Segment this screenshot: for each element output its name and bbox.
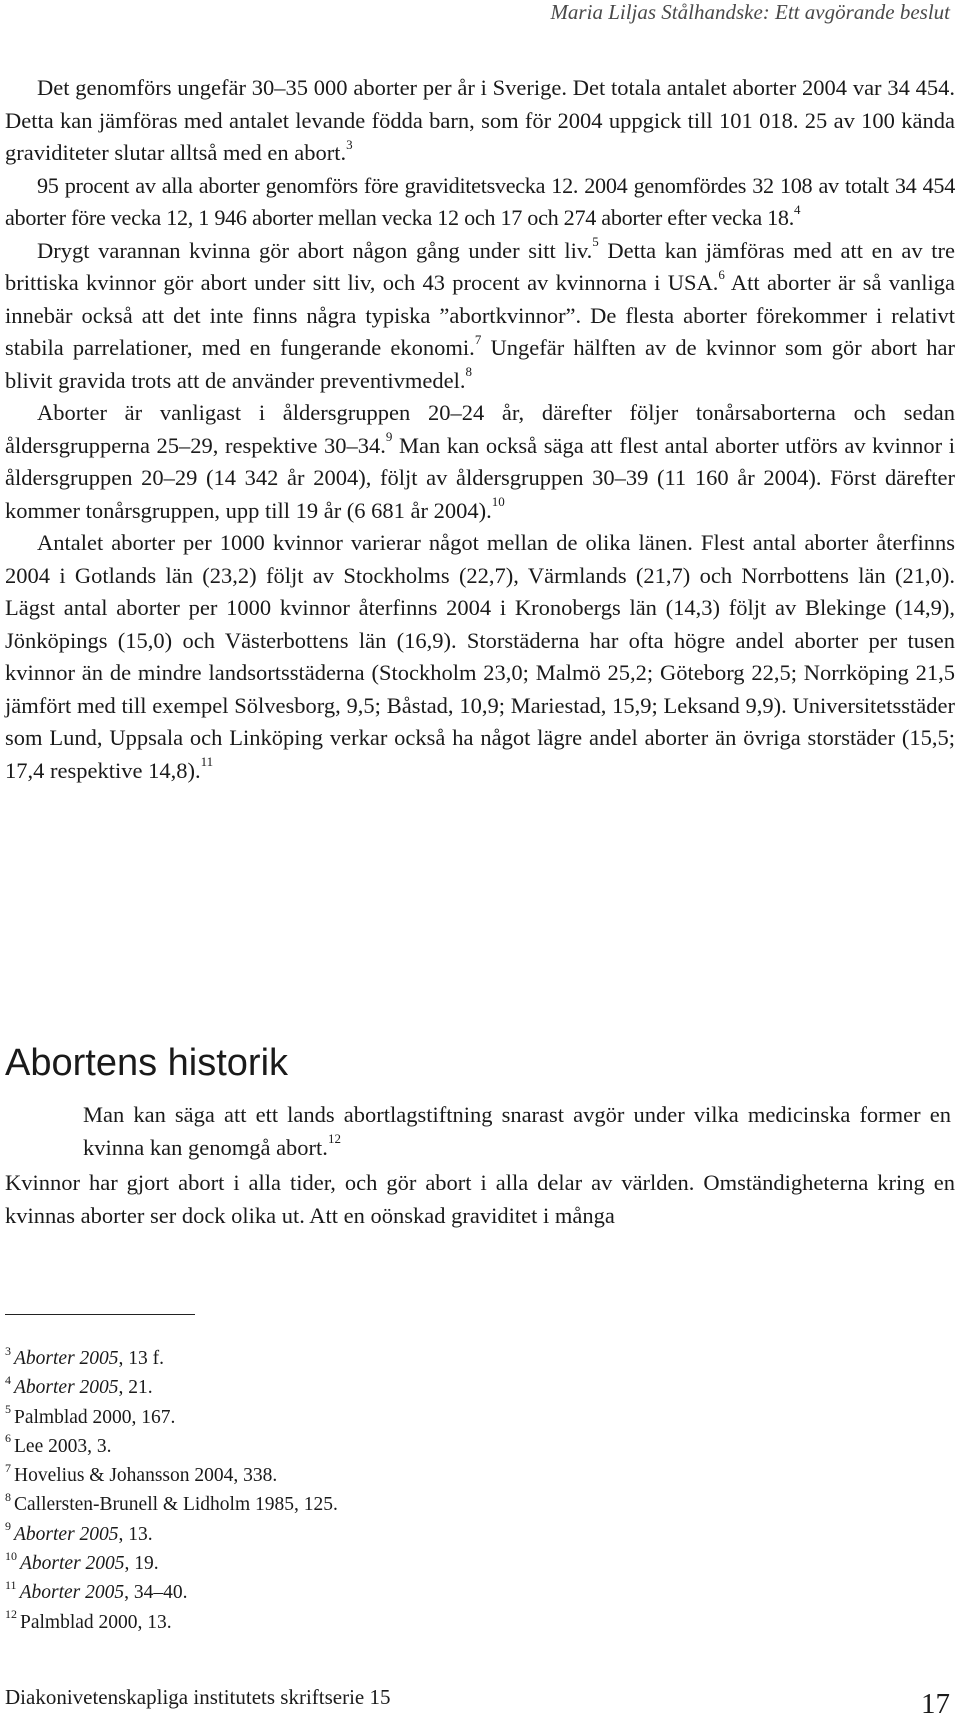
footnote-ref: 9 — [385, 429, 393, 444]
paragraph-regional: Antalet aborter per 1000 kvinnor varierar något mellan de olika länen. Flest antal aborter återfinns 2004 i Gotlands län (23,2) följt av Stockholms (22,7), Värmlands (21,7) och Norrbottens län (21,0). Lägst antal aborter per 1000 kvinnor återfinns 2004 i Kronobergs län (14,3) följt av Blekinge (14,9), Jönköpings (15,0) och Västerbottens län (16,9). Storstäderna har ofta högre andel aborter per tusen kvinnor än de mindre landsortsstäderna (Stockholm 23,0; Malmö 25,2; Göteborg 22,5; Norrköping 21,5 jämfört med till exempel Sölvesborg, 9,5; Båstad, 10,9; Mariestad, 15,9; Leksand 9,9). Universitetsstäder som Lund, Uppsala och Linköping verkar också ha något lägre andel aborter än övriga storstäder (15,5; 17,4 respektive 14,8).$^{11}$ — [5, 530, 955, 783]
block-quote: Man kan säga att ett lands abortlagstiftning snarast avgör under vilka medicinska former en kvinna kan genomgå abort.$^{12}$ — [83, 1102, 951, 1160]
footnote-ref: 8 — [465, 364, 472, 379]
series-title: Diakonivetenskapliga institutets skriftserie 15 — [5, 1685, 391, 1709]
footnote: $^8$ Callersten-Brunell & Lidholm 1985, 125. — [5, 1489, 338, 1516]
paragraph-gestation-week: 95 procent av alla aborter genomförs före graviditetsvecka 12. 2004 genomfördes 32 108 av totalt 34 454 aborter före vecka 12, 1 946 aborter mellan vecka 12 och 17 och 274 aborter efter vecka 18.$^4$ — [5, 172, 955, 230]
footnote-separator — [5, 1314, 195, 1315]
footnote: $^6$ Lee 2003, 3. — [5, 1431, 112, 1457]
footnote-ref: 7 — [474, 331, 482, 347]
paragraph-age-groups: Aborter är vanligast i åldersgruppen 20–24 år, därefter följer tonårsaborterna och sedan åldersgrupperna 25–29, respektive 30–34.$^9$ Man kan också säga att flest antal aborter utförs av kvinnor i åldersgruppen 20–29 (14 342 år 2004), följt av åldersgruppen 30–39 (11 160 år 2004). Först därefter kommer tonårsgruppen, upp till 19 år (6 681 år 2004).$^{10}$ — [5, 400, 955, 523]
statistics-section — [5, 72, 955, 787]
footnote: $^{10}$ Aborter 2005, 19. — [5, 1548, 159, 1575]
footnote-ref: 3 — [346, 136, 353, 152]
footnotes-list — [5, 1344, 338, 1637]
running-header: Maria Liljas Stålhandske: Ett avgörande beslut — [550, 0, 950, 24]
footnote: $^7$ Hovelius & Johansson 2004, 338. — [5, 1460, 278, 1487]
footnote: $^{12}$ Palmblad 2000, 13. — [5, 1607, 172, 1633]
paragraph-prevalence: Drygt varannan kvinna gör abort någon gång under sitt liv.$^5$ Detta kan jämföras med att en av tre brittiska kvinnor gör abort under sitt liv, och 43 procent av kvinnorna i USA.$^6$ Att aborter är så vanliga innebär också att det inte finns några typiska ”abortkvinnor”. De flesta aborter förekommer i relativt stabila parrelationer, med en fungerande ekonomi.$^7$ Ungefär hälften av de kvinnor som gör abort har blivit gravida trots att de använder preventivmedel.$^8$ — [5, 234, 956, 393]
footnote: $^4$ Aborter 2005, 21. — [5, 1372, 153, 1399]
footnote-ref: 4 — [793, 201, 801, 217]
footnote: $^3$ Aborter 2005, 13 f. — [5, 1343, 165, 1369]
footnote-ref: 12 — [327, 1131, 341, 1146]
footnote: $^9$ Aborter 2005, 13. — [5, 1519, 153, 1545]
footnote-ref: 11 — [200, 754, 214, 769]
section-heading: Abortens historik — [5, 1042, 289, 1084]
footnote-ref: 10 — [491, 494, 505, 509]
footnote-ref: 6 — [718, 266, 725, 282]
page-number: 17 — [921, 1688, 950, 1720]
footnote: $^{11}$ Aborter 2005, 34–40. — [5, 1577, 188, 1604]
footnote: $^5$ Palmblad 2000, 167. — [5, 1402, 176, 1428]
history-section — [5, 1167, 955, 1232]
paragraph-history: Kvinnor har gjort abort i alla tider, och gör abort i alla delar av världen. Omständigheterna kring en kvinnas aborter ser dock olika ut. Att en oönskad graviditet i många — [5, 1170, 955, 1228]
footnote-ref: 5 — [592, 234, 599, 249]
paragraph-abortion-count: Det genomförs ungefär 30–35 000 aborter per år i Sverige. Det totala antalet aborter 2004 var 34 454. Detta kan jämföras med antalet levande födda barn, som för 2004 uppgick till 101 018. 25 av 100 kända graviditeter slutar alltså med en abort.$^3$ — [5, 75, 955, 165]
